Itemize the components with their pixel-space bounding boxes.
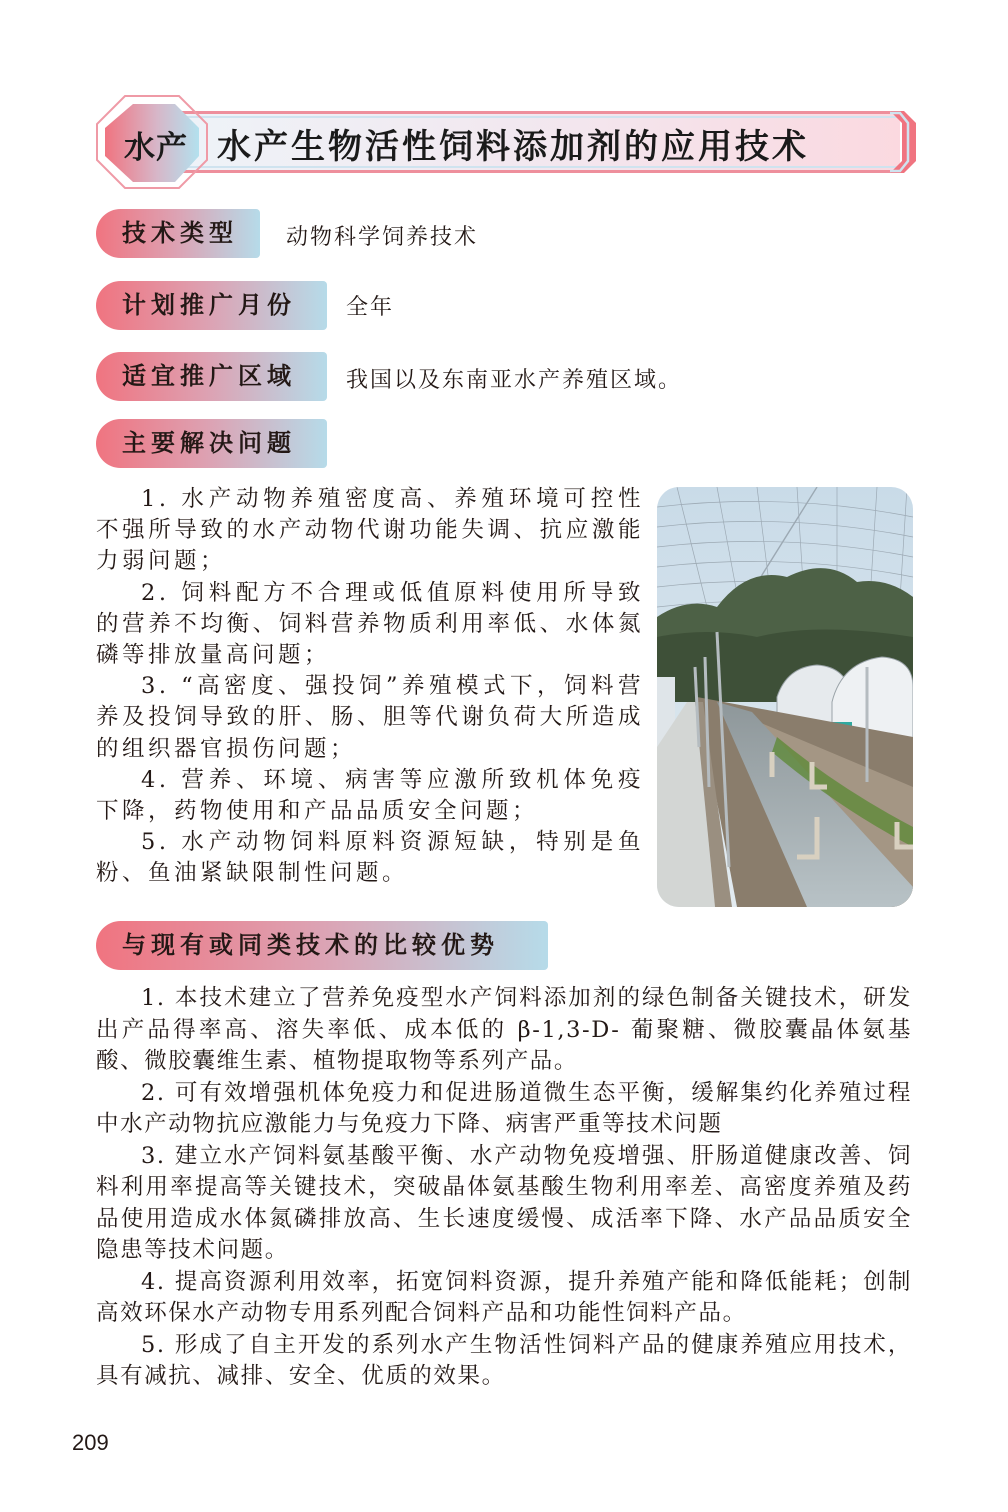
advantage-item: 3. 建立水产饲料氨基酸平衡、水产动物免疫增强、肝肠道健康改善、饲料利用率提高等关键技术，突破晶体氨基酸生物利用率差、高密度养殖及药品使用造成水体氮磷排放高、生长速度缓慢、成活率下降、水产品品质安全隐患等技术问题。	[96, 1142, 912, 1263]
page-title: 水产生物活性饲料添加剂的应用技术	[217, 127, 809, 167]
aquaculture-photo	[657, 487, 913, 907]
problems-list	[96, 484, 644, 890]
aquaculture-photo-illustration	[657, 487, 913, 907]
section-heading-advantages: 与现有或同类技术的比较优势	[96, 921, 548, 970]
advantages-list	[96, 983, 912, 1393]
title-banner	[95, 94, 920, 190]
advantage-item: 5. 形成了自主开发的系列水产生物活性饲料产品的健康养殖应用技术，具有减抗、减排、安全、优质的效果。	[96, 1331, 912, 1389]
advantage-item: 1. 本技术建立了营养免疫型水产饲料添加剂的绿色制备关键技术，研发出产品得率高、溶失率低、成本低的 β-1,3-D- 葡聚糖、微胶囊晶体氨基酸、微胶囊维生素、植物提取物等系列产品。	[96, 985, 912, 1074]
category-label: 水产	[124, 130, 188, 166]
field-label-promotion-region: 适宜推广区域	[96, 352, 327, 401]
title-tip-decoration	[890, 111, 918, 173]
problem-item: 4. 营养、环境、病害等应激所致机体免疫下降，药物使用和产品品质安全问题；	[96, 766, 644, 825]
problem-item: 1. 水产动物养殖密度高、养殖环境可控性不强所导致的水产动物代谢功能失调、抗应激能力弱问题；	[96, 486, 644, 575]
page-number: 209	[72, 1430, 109, 1455]
advantage-item: 4. 提高资源利用效率，拓宽饲料资源，提升养殖产能和降低能耗；创制高效环保水产动物专用系列配合饲料产品和功能性饲料产品。	[96, 1268, 912, 1326]
advantage-item: 2. 可有效增强机体免疫力和促进肠道微生态平衡，缓解集约化养殖过程中水产动物抗应激能力与免疫力下降、病害严重等技术问题	[96, 1079, 912, 1137]
problem-item: 5. 水产动物饲料原料资源短缺，特别是鱼粉、鱼油紧缺限制性问题。	[96, 829, 644, 887]
section-heading-problems: 主要解决问题	[96, 419, 327, 468]
problem-item: 2. 饲料配方不合理或低值原料使用所导致的营养不均衡、饲料营养物质利用率低、水体氮磷等排放量高问题；	[96, 579, 644, 669]
field-label-promotion-month: 计划推广月份	[96, 281, 327, 330]
field-value-promotion-region: 我国以及东南亚水产养殖区域。	[346, 368, 683, 393]
field-label-tech-type: 技术类型	[96, 209, 260, 258]
field-value-promotion-month: 全年	[346, 295, 395, 320]
field-value-tech-type: 动物科学饲养技术	[286, 225, 479, 250]
problem-item: 3. “高密度、强投饲”养殖模式下，饲料营养及投饲导致的肝、肠、胆等代谢负荷大所造成的组织器官损伤问题；	[96, 673, 644, 762]
